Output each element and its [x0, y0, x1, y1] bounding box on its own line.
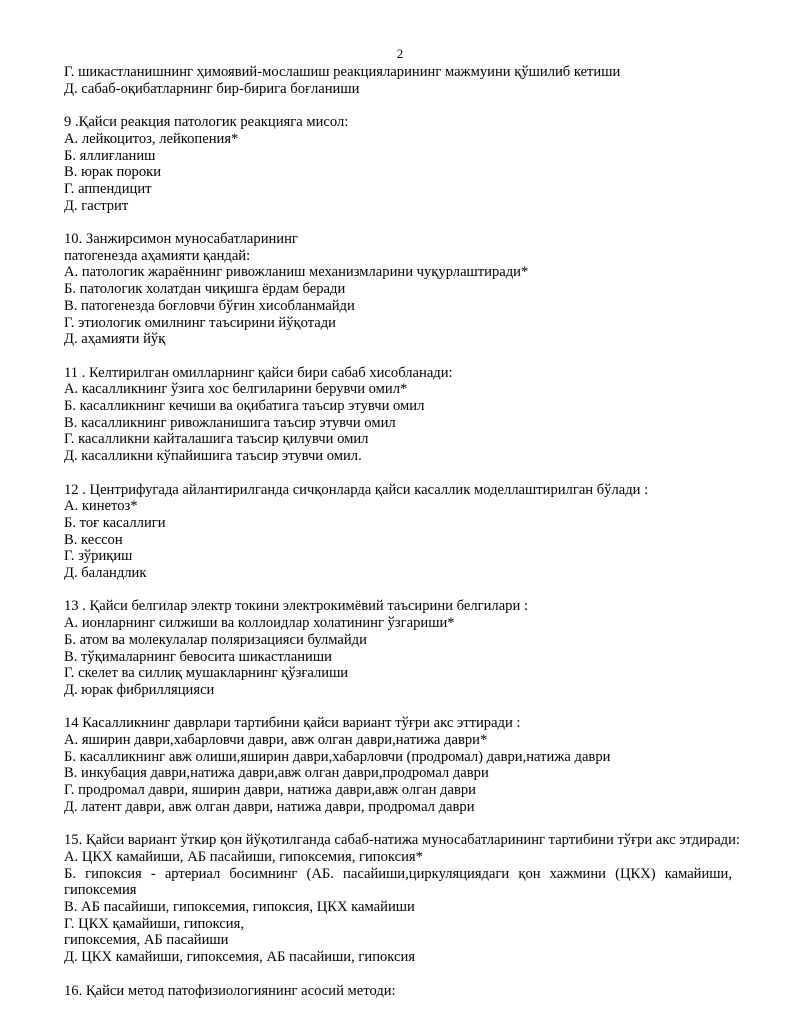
- answer-option: Д. аҳамияти йўқ: [64, 331, 166, 348]
- answer-option: Д. касалликни кўпайишига таъсир этувчи омил.: [64, 448, 362, 465]
- answer-option: Г. скелет ва силлиқ мушакларнинг қўзғалиши: [64, 665, 349, 682]
- answer-option: А. касалликнинг ўзига хос белгиларини берувчи омил*: [64, 381, 408, 398]
- question-15: [64, 832, 740, 966]
- answer-option: Д. ЦКХ камайиши, гипоксемия, АБ пасайиши, гипоксия: [64, 949, 416, 966]
- answer-option: В. юрак пороки: [64, 164, 162, 181]
- question-13: [64, 598, 732, 698]
- question-text: патогенезда аҳамияти қандай:: [64, 247, 251, 264]
- answer-option: Д. юрак фибрилляцияси: [64, 681, 215, 698]
- answer-option: Г. аппендицит: [64, 180, 152, 197]
- text-line: Г. шикастланишнинг ҳимоявий-мослашиш реакцияларининг мажмуини қўшилиб кетиши: [64, 64, 621, 80]
- question-text: 11 . Келтирилган омилларнинг қайси бири сабаб хисобланади:: [64, 364, 453, 381]
- answer-option: Б. касалликнинг кечиши ва оқибатига таъсир этувчи омил: [64, 398, 425, 415]
- answer-option: Г. этиологик омилнинг таъсирини йўқотади: [64, 314, 336, 331]
- page-number: 2: [396, 46, 404, 61]
- question-text: 15. Қайси вариант ўткир қон йўқотилганда сабаб-натижа муносабатларининг тартибини тўғри акс этдиради:: [64, 832, 740, 849]
- answer-option: А. кинетоз*: [64, 498, 138, 515]
- question-text: 13 . Қайси белгилар электр токини электрокимёвий таъсирини белгилари :: [64, 598, 528, 615]
- question-14: [64, 715, 732, 815]
- answer-option-continuation: гипоксемия, АБ пасайиши: [64, 932, 229, 949]
- question-11: [64, 365, 732, 465]
- text-line: Д. сабаб-оқибатларнинг бир-бирига боғланиши: [64, 80, 360, 97]
- answer-option: В. кессон: [64, 531, 123, 548]
- answer-option: Г. ЦКХ қамайиши, гипоксия,: [64, 915, 244, 932]
- answer-option: В. инкубация даври,натижа даври,авж олган даври,продромал даври: [64, 765, 489, 782]
- question-9: [64, 114, 732, 214]
- answer-option: Б. гипоксия - артериал босимнинг (АБ. пасайиши,циркуляциядаги қон хажмини (ЦКХ) камайиши,: [64, 865, 732, 882]
- question-16: [64, 983, 732, 1000]
- document-body: [64, 64, 740, 999]
- answer-option: А. яширин даври,хабарловчи даври, авж олган даври,натижа даври*: [64, 732, 488, 749]
- answer-option: Г. зўриқиш: [64, 548, 133, 565]
- question-12: [64, 482, 732, 582]
- question-text: 14 Касалликнинг даврлари тартибини қайси вариант тўғри акс эттиради :: [64, 715, 521, 732]
- answer-option: Б. атом ва молекулалар поляризацияси булмайди: [64, 631, 367, 648]
- answer-option: В. АБ пасайиши, гипоксемия, гипоксия, ЦКХ камайиши: [64, 899, 415, 916]
- answer-option: Д. гастрит: [64, 197, 129, 214]
- answer-option: Г. касалликни кайталашига таъсир қилувчи омил: [64, 431, 369, 448]
- answer-option: Д. баландлик: [64, 565, 147, 582]
- text-block: [64, 64, 732, 97]
- answer-option: А. патологик жараённинг ривожланиш механизмларини чуқурлаштиради*: [64, 264, 529, 281]
- answer-option: А. ЦКХ камайиши, АБ пасайиши, гипоксемия, гипоксия*: [64, 848, 423, 865]
- question-text: 10. Занжирсимон муносабатларининг: [64, 231, 298, 247]
- answer-option: В. патогенезда боғловчи бўғин хисобланмайди: [64, 297, 355, 314]
- answer-option: Б. касалликнинг авж олиши,яширин даври,хабарловчи (продромал) даври,натижа даври: [64, 748, 611, 765]
- question-text: 16. Қайси метод патофизиологиянинг асосий методи:: [64, 982, 396, 999]
- answer-option: Б. яллиғланиш: [64, 147, 156, 164]
- answer-option: Д. латент даври, авж олган даври, натижа даври, продромал даври: [64, 798, 475, 815]
- answer-option: А. ионларнинг силжиши ва коллоидлар холатининг ўзгариши*: [64, 615, 455, 632]
- question-text: 9 .Қайси реакция патологик реакцияга мисол:: [64, 114, 349, 131]
- question-10: [64, 231, 732, 348]
- answer-option: В. тўқималарнинг бевосита шикастланиши: [64, 648, 332, 665]
- answer-option: Б. патологик холатдан чиқишга ёрдам беради: [64, 281, 346, 298]
- question-text: 12 . Центрифугада айлантирилганда сичқонларда қайси касаллик моделлаштирилган бўлади :: [64, 481, 649, 498]
- answer-option: В. касалликнинг ривожланишига таъсир этувчи омил: [64, 414, 396, 431]
- answer-option: Б. тоғ касаллиги: [64, 514, 166, 531]
- answer-option: Г. продромал даври, яширин даври, натижа даври,авж олган даври: [64, 782, 476, 799]
- answer-option-continuation: гипоксемия: [64, 882, 137, 899]
- answer-option: А. лейкоцитоз, лейкопения*: [64, 130, 239, 147]
